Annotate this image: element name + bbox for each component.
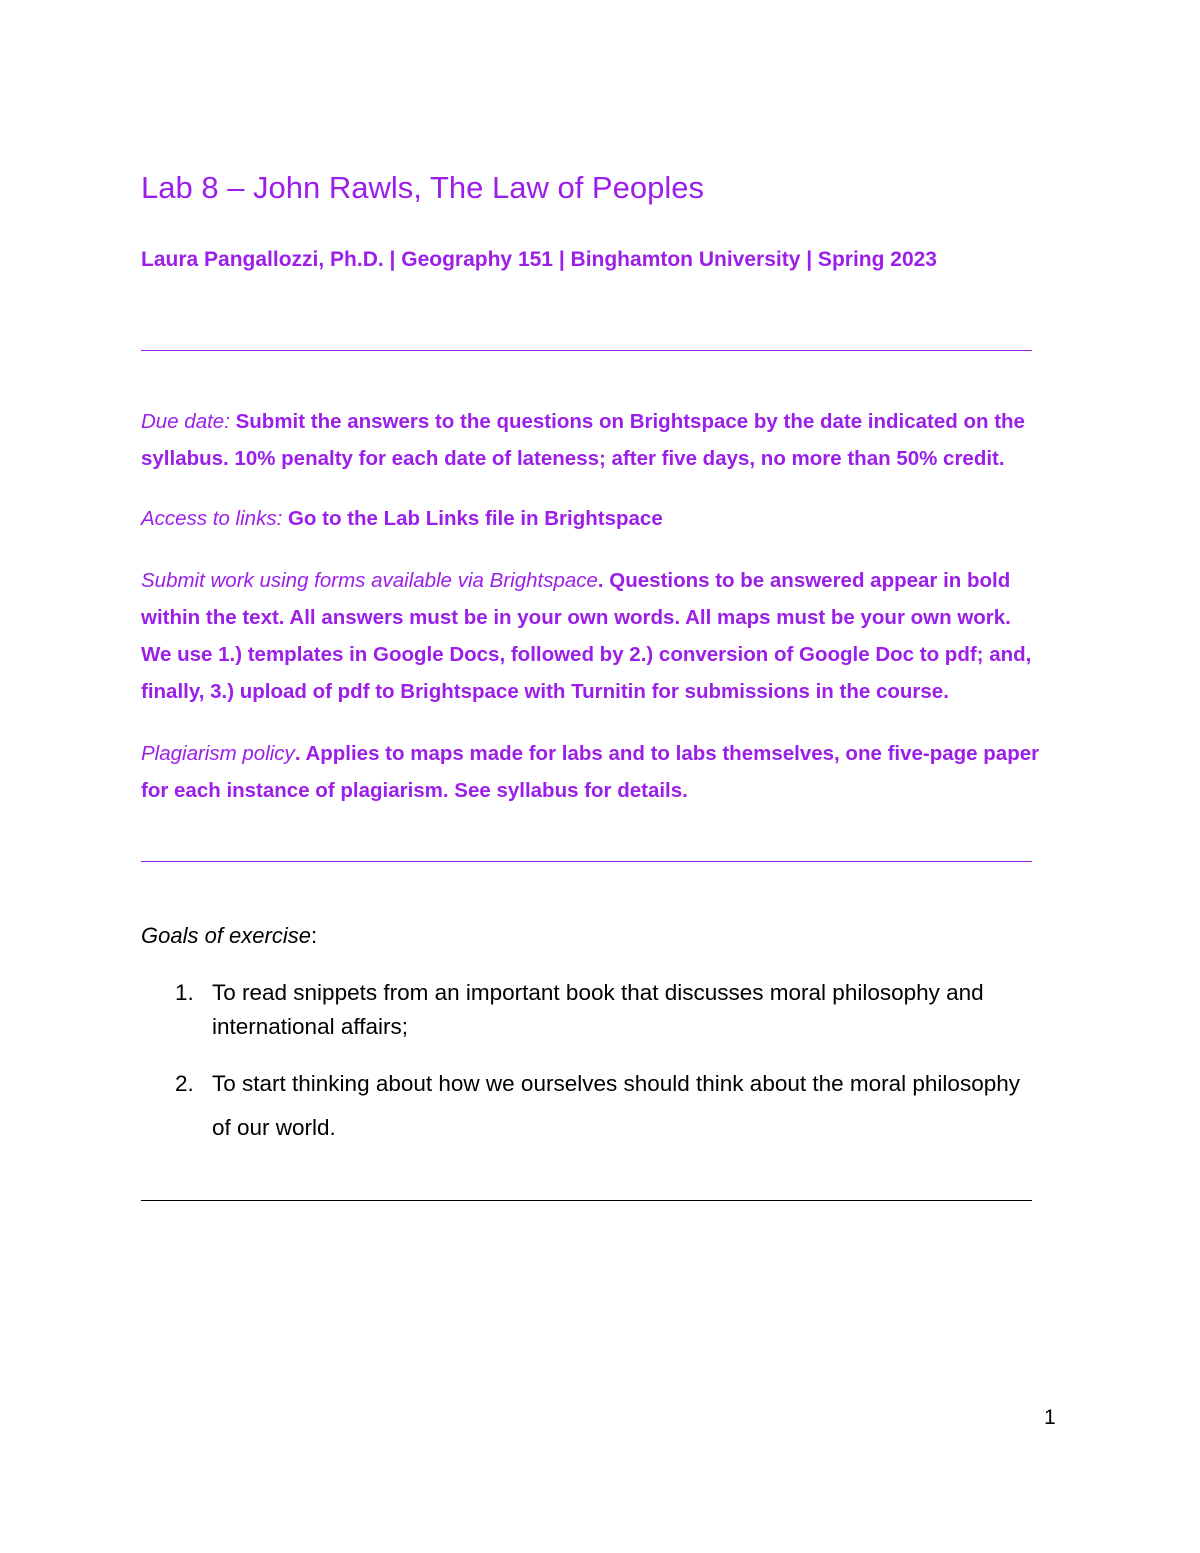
plagiarism-label: Plagiarism policy [141,742,295,765]
document-subtitle: Laura Pangallozzi, Ph.D. | Geography 151 | Binghamton University | Spring 2023 [141,248,937,271]
submit-work-text: . Questions to be answered appear in bold within the text. All answers must be in your own words. All maps must be your own work. We use 1.) templates in Google Docs, followed by 2.) conversion of Google Doc to pdf; and, finally, 3.) upload of pdf to Brightspace with Turnitin for submissions in the course. [141,569,1032,703]
submit-work-paragraph [141,562,1041,710]
divider-bottom [141,1200,1032,1201]
access-links-paragraph [141,500,1041,537]
goal-item-1 [141,976,1041,1044]
due-date-label: Due date: [141,410,230,433]
submit-work-label: Submit work using forms available via Brightspace [141,569,598,592]
goal-text: To start thinking about how we ourselves should think about the moral philosophy of our world. [212,1071,1020,1140]
access-links-text: Go to the Lab Links file in Brightspace [287,507,663,530]
goals-heading [141,920,317,952]
goal-text: To read snippets from an important book that discusses moral philosophy and international affairs; [212,980,984,1039]
document-title: Lab 8 – John Rawls, The Law of Peoples [141,170,704,205]
due-date-paragraph [141,403,1041,477]
goal-number: 2. [175,1071,194,1096]
divider-top [141,350,1032,351]
plagiarism-text: . Applies to maps made for labs and to labs themselves, one five-page paper for each instance of plagiarism. See syllabus for details. [141,742,1040,802]
goals-heading-label: Goals of exercise [141,923,311,948]
goals-heading-suffix: : [310,923,318,948]
page-number: 1 [1044,1406,1056,1429]
goal-number: 1. [175,980,194,1005]
due-date-text: Submit the answers to the questions on Brightspace by the date indicated on the syllabus. 10% penalty for each date of lateness; after five days, no more than 50% credit. [141,410,1025,470]
goal-item-2 [141,1062,1041,1150]
plagiarism-paragraph [141,735,1041,809]
divider-middle [141,861,1032,862]
access-links-label: Access to links: [141,507,283,530]
